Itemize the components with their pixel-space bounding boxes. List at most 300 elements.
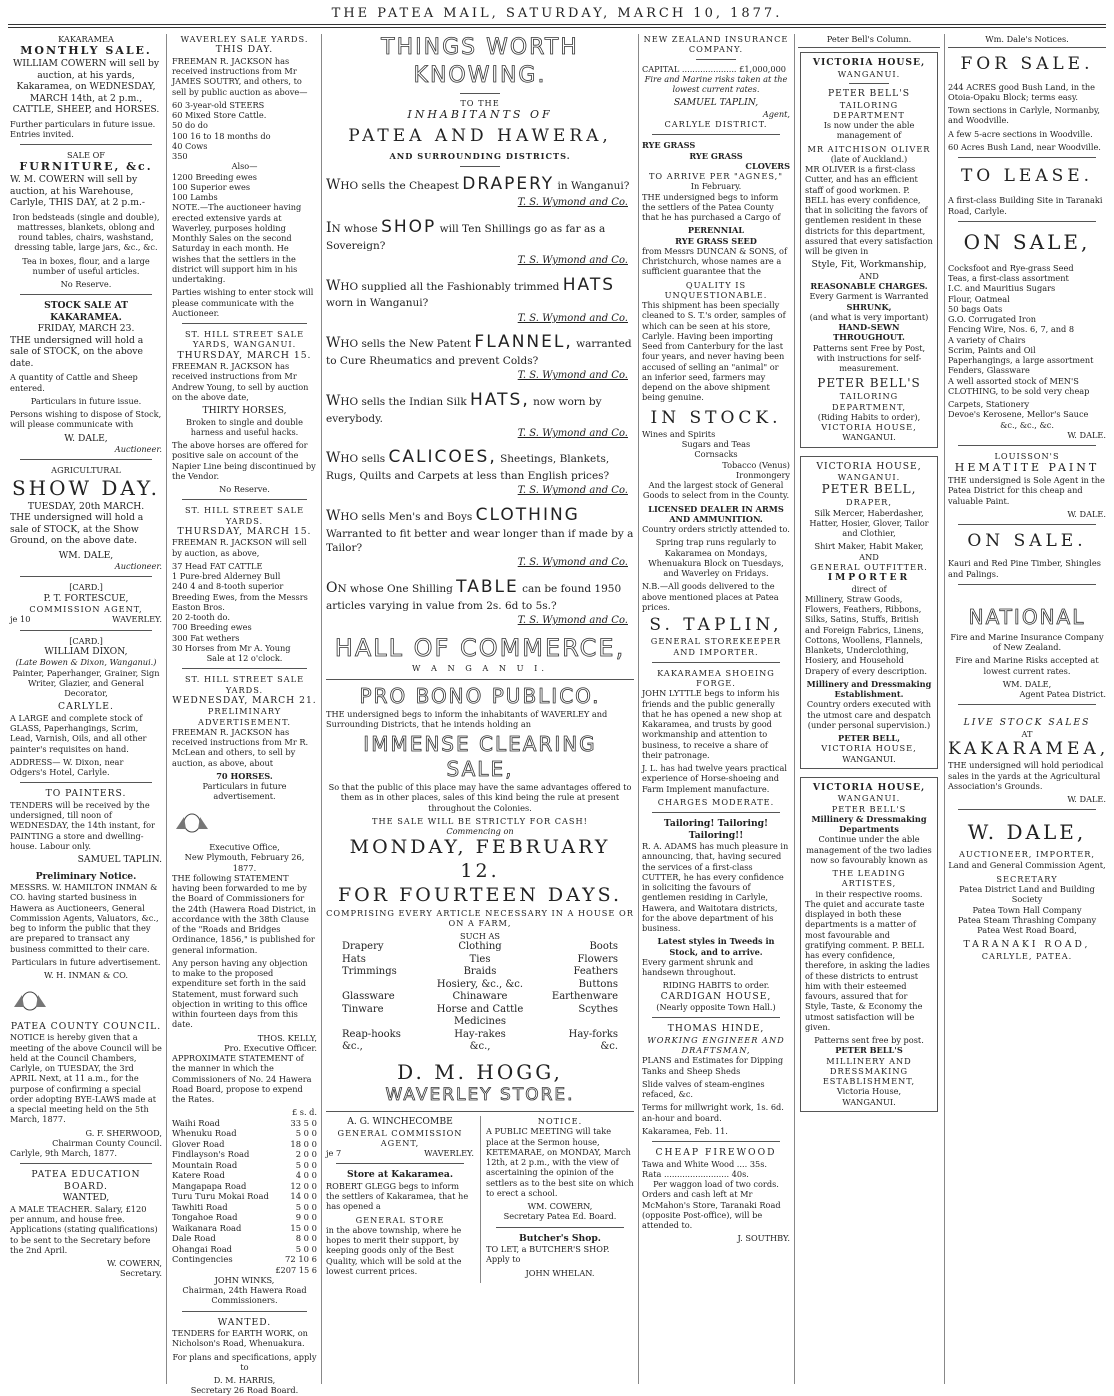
- price-row: Rata ......................... 40s.: [642, 1168, 749, 1179]
- question-product: TABLE: [456, 576, 519, 597]
- ad-body: TENDERS for EARTH WORK, on Nicholson's Road, Whenuakura.: [172, 1328, 308, 1349]
- ad-address: TARANAKI ROAD,: [963, 939, 1091, 951]
- divider: [460, 93, 500, 94]
- ad-title: VICTORIA HOUSE,: [812, 57, 926, 69]
- ad-name: PETER BELL'S: [831, 803, 907, 814]
- ad-time: Sale at 12 o'clock.: [206, 653, 283, 663]
- coat-of-arms-icon: [172, 811, 212, 835]
- ad-name: PETER BELL'S: [817, 376, 921, 391]
- list-item: Paperhangings, a large assortment: [948, 355, 1094, 365]
- question-item: [326, 331, 634, 368]
- table-cell-amount: 15 0 0: [290, 1222, 317, 1233]
- ad-signature: SAMUEL TAPLIN.: [77, 854, 162, 865]
- table-row: [172, 1191, 317, 1202]
- ad-place: PATEA AND HAWERA,: [348, 126, 612, 146]
- ad-headline: IMMENSE CLEARING SALE,: [363, 732, 597, 782]
- divider: [849, 83, 889, 84]
- ad-commencing: Commencing on: [446, 826, 514, 837]
- ad-body: J. L. has had twelve years practical experience of Horse-shoeing and Farm Implement manufacture.: [642, 763, 787, 794]
- ad-on-sale: [948, 230, 1106, 440]
- ad-body: Country orders executed with the utmost care and despatch (under personal supervision.): [806, 699, 932, 730]
- table-cell-road: Whenuku Road: [172, 1128, 237, 1138]
- ad-title: IN STOCK.: [650, 407, 782, 428]
- ad-list: Tea in boxes, flour, and a large number of useful articles.: [22, 255, 150, 276]
- column-divider: [638, 34, 639, 1384]
- goods-item: Chinaware: [452, 991, 508, 1003]
- list-item: 350: [172, 151, 188, 161]
- question-lead: HO sells the Indian Silk: [340, 395, 467, 408]
- question-rest: Sheetings, Blankets, Rugs, Quilts and Carpets at less than English prices?: [326, 453, 610, 483]
- ad-signature: SAMUEL TAPLIN,: [673, 97, 759, 109]
- divider: [652, 662, 780, 663]
- ad-title: VICTORIA HOUSE,: [816, 460, 922, 472]
- list-item: Scrim, Paints and Oil: [948, 344, 1036, 355]
- table-row: [172, 1212, 317, 1223]
- divider: [798, 47, 940, 48]
- ad-body: A few 5-acre sections in Woodville.: [948, 128, 1093, 139]
- goods-item: Feathers: [573, 966, 618, 978]
- card-name: WILLIAM DIXON,: [44, 645, 128, 657]
- divider: [326, 1111, 634, 1112]
- table-cell-amount: 5 0 0: [295, 1128, 317, 1138]
- card-name: P. T. FORTESCUE,: [43, 592, 129, 604]
- ad-signature-role: Agent,: [762, 108, 790, 119]
- goods-item: Scythes: [578, 1003, 618, 1015]
- ad-victoria-house-draper: [800, 456, 938, 769]
- ad-such-as: SUCH AS: [459, 931, 501, 942]
- ad-address: CARLYLE, PATEA.: [981, 950, 1073, 961]
- goods-item: Drapery: [342, 941, 384, 953]
- question-rest: now worn by everybody.: [326, 395, 602, 425]
- ad-sub: WANTED,: [62, 1192, 110, 1204]
- ad-signature-role: Chairman, 24th Hawera Road Commissioners.: [182, 1285, 307, 1306]
- ad-winchecombe: [326, 1116, 474, 1158]
- ad-body: JOHN LYTTLE begs to inform his friends and the public generally that he has opened a new shop at Kakaramea, and trusts by good workmanship and attention to business, to receive a share of their patronage.: [642, 688, 782, 760]
- ad-signature: S. TAPLIN,: [649, 615, 783, 635]
- ad-secretary: SECRETARY: [996, 873, 1058, 884]
- ad-body: A first-class Building Site in Taranaki Road, Carlyle.: [948, 195, 1103, 216]
- ad-title: Preliminary Notice.: [35, 870, 137, 882]
- goods-item: Horse and Cattle Medicines: [436, 1003, 524, 1028]
- divider: [696, 59, 736, 60]
- ad-body: in the above township, where he hopes to merit their support, by keeping goods only of the Best Quality, which will be sold at the lowest current prices.: [326, 1224, 462, 1276]
- ad-manager: MR AITCHISON OLIVER: [807, 143, 931, 154]
- ad-date: Carlyle, 9th March, 1877.: [10, 1148, 118, 1158]
- question-product: HATS: [562, 274, 616, 295]
- ad-title: KAKARAMEA SHOEING FORGE.: [657, 667, 775, 688]
- ad-body: Terms for millwright work, 1s. 6d. an-hour and board.: [642, 1102, 784, 1123]
- ad-on-sale-timber: [948, 531, 1106, 579]
- list-item: 700 Breeding ewes: [172, 622, 252, 633]
- divider: [652, 1017, 780, 1018]
- ad-signature: W. COWERN,: [107, 1258, 162, 1268]
- ad-show-day: [10, 465, 162, 571]
- ad-body: So that the public of this place may have the same advantages offered to them as in other places, sales of this kind being the rule at present throughout the Colonies.: [328, 782, 632, 813]
- column-heading: Peter Bell's Column.: [826, 34, 912, 44]
- ad-body: Particulars in future issue.: [30, 395, 142, 406]
- question-item: [326, 216, 634, 253]
- divider: [20, 1163, 152, 1164]
- ad-statement: APPROXIMATE STATEMENT of the manner in which the Commissioners of No. 24 Hawera Road Board, propose to expend the Rates.: [172, 1053, 312, 1104]
- goods-list: [326, 941, 634, 1054]
- ad-top: LOUISSON'S: [994, 451, 1060, 461]
- question-rest: in Wanganui?: [557, 179, 630, 192]
- table-cell-road: Ohangai Road: [172, 1243, 233, 1254]
- question-product: SHOP: [381, 216, 437, 237]
- goods-item: Glassware: [342, 991, 395, 1003]
- ad-body: THE undersigned will hold a sale of STOCK, at the Show Ground, on the above date.: [10, 512, 144, 546]
- ad-body: FREEMAN R. JACKSON has received instructions from Mr R. McLean and others, to sell by auction, as above, about: [172, 726, 309, 768]
- ad-body: Silk Mercer, Haberdasher, Hatter, Hosier, Glover, Tailor and Clothier,: [809, 507, 929, 538]
- ad-place: WANGANUI.: [842, 753, 896, 764]
- table-row: [172, 1170, 317, 1181]
- ad-body: THE LEADING ARTISTES,: [832, 868, 906, 889]
- ad-place: WANGANUI.: [842, 432, 896, 443]
- list-item: 100 16 to 18 months do: [172, 130, 271, 141]
- ad-body: THE undersigned will hold a sale of STOCK, on the above date.: [10, 334, 144, 369]
- masthead: [0, 0, 1114, 30]
- ad-feature: Every Garment is Warranted: [809, 291, 929, 302]
- ad-thomas-hinde: [642, 1023, 790, 1136]
- ad-live-stock-sales: [948, 717, 1110, 804]
- ad-body: from Messrs DUNCAN & SONS, of Christchurch, whose names are a sufficient guarantee that the: [642, 245, 788, 277]
- ad-body: Fire and Marine Risks accepted at lowest current rates.: [955, 655, 1099, 676]
- goods-item: Tinware: [342, 1003, 384, 1015]
- list-item: 240 4 and 8-tooth superior Breeding Ewes, from the Messrs Easton Bros.: [172, 581, 308, 612]
- ad-date: THIS DAY.: [215, 44, 274, 56]
- ad-signature-role: Auctioneer.: [114, 561, 162, 571]
- ad-title: THOMAS HINDE,: [667, 1023, 765, 1035]
- ad-monthly-sale: [10, 34, 162, 139]
- ad-ref: je 7: [326, 1148, 342, 1159]
- ad-title: Store at Kakaramea.: [346, 1169, 454, 1181]
- ad-title: NEW ZEALAND INSURANCE COMPANY.: [643, 34, 789, 55]
- ad-signature: W. DALE.: [1067, 794, 1106, 804]
- ad-body: MESSRS. W. HAMILTON INMAN & CO. having started business in Hawera as Auctioneers, General Commission Agents, Valuators, &c., beg to inform the public that they are prepared to transact any business committed to their care.: [10, 882, 159, 954]
- ad-dept: TAILORING DEPARTMENT: [833, 99, 905, 120]
- ad-place: KAKARAMEA,: [948, 739, 1110, 759]
- table-cell-amount: 2 0 0: [295, 1149, 317, 1159]
- ad-title: CHEAP FIREWOOD: [655, 1147, 777, 1158]
- table-row: [172, 1160, 317, 1171]
- table-row: [172, 1118, 317, 1129]
- ad-date: New Plymouth, February 26, 1877.: [184, 852, 305, 873]
- ad-title: TO LEASE.: [960, 166, 1094, 186]
- ad-store: WAVERLEY STORE.: [385, 1084, 575, 1105]
- card-address: ADDRESS— W. Dixon, near Odgers's Hotel, Carlyle.: [10, 756, 124, 777]
- ad-feature: HAND-SEWN THROUGHOUT.: [833, 322, 905, 343]
- ad-executive-office: [172, 842, 317, 1306]
- goods-item: [342, 979, 434, 992]
- ad-title: RYE GRASS: [689, 150, 743, 161]
- ad-place: WANGANUI.: [837, 68, 901, 79]
- table-row: [172, 1139, 317, 1150]
- list-item: Tobacco (Venus): [722, 459, 790, 470]
- goods-item: &c.,: [342, 1041, 363, 1053]
- question-lead: HO sells the Cheapest: [340, 179, 459, 192]
- column-divider: [794, 34, 795, 1384]
- ad-victoria-house-tailoring: [800, 52, 938, 447]
- ad-body: PLANS and Estimates for Dipping Tanks and Sheep Sheds: [642, 1055, 784, 1076]
- question-rest: can be found 1950 articles varying in value from 2s. 6d to 5s.?: [326, 582, 622, 612]
- ad-title: HALL OF COMMERCE,: [334, 634, 626, 663]
- column-6: [948, 34, 1110, 1384]
- ad-body: A quantity of Cattle and Sheep entered.: [10, 372, 138, 393]
- question-signature: T. S. Wymond and Co.: [517, 614, 628, 626]
- list-item: Wines and Spirits: [642, 428, 716, 439]
- ad-waverley-sale-yards: [172, 34, 317, 318]
- question-initial: W: [326, 176, 341, 193]
- table-cell-road: Waikanara Road: [172, 1222, 242, 1233]
- ad-title: VICTORIA HOUSE,: [812, 781, 926, 793]
- list-item: Fenders, Glassware: [948, 365, 1030, 376]
- card-label: [CARD.]: [69, 582, 103, 593]
- divider: [182, 323, 307, 324]
- ad-body: The above horses are offered for positive sale on account of the Napier Line being discontinued by the Vendor.: [172, 440, 316, 481]
- list-item: Flour, Oatmeal: [948, 293, 1010, 304]
- ad-line: Patea West Road Board,: [977, 925, 1077, 935]
- question-list: [326, 173, 634, 628]
- list-item: Teas, a first-class assortment: [948, 273, 1069, 283]
- ad-body: FREEMAN R. JACKSON has received instructions from Mr JAMES SOUTRY, and others, to sell by public auction as above—: [172, 55, 308, 97]
- ad-title: TO PAINTERS.: [45, 788, 127, 800]
- ad-feature: AND: [859, 270, 879, 281]
- question-signature: T. S. Wymond and Co.: [517, 312, 628, 324]
- ad-date: THURSDAY, MARCH 15.: [177, 349, 312, 361]
- ad-card-fortescue: [10, 582, 162, 624]
- ad-body: THE undersigned is Sole Agent in the Patea District for this cheap and valuable Paint.: [948, 475, 1105, 506]
- list-item: 1200 Breeding ewes: [172, 171, 257, 182]
- list-item: 40 Cows: [172, 140, 208, 151]
- ad-body: RIDING HABITS to order.: [662, 980, 770, 991]
- table-row: [172, 1128, 317, 1139]
- ad-item: 70 HORSES.: [216, 770, 273, 781]
- divider: [958, 157, 1096, 158]
- ad-st-hill-sale-2: [172, 505, 317, 663]
- question-product: DRAPERY: [462, 173, 555, 194]
- ad-title: MONTHLY SALE.: [20, 44, 152, 58]
- ad-headline: PERENNIAL: [687, 225, 745, 236]
- table-row: [172, 1223, 317, 1234]
- ad-body: A PUBLIC MEETING will take place at the Sermon house, KETEMARAE, on MONDAY, March 12th, at 2 p.m., with the view of ascertaining the opinion of the settlers as to the best site on which to erect a school.: [486, 1126, 634, 1198]
- ad-quality: QUALITY IS UNQUESTIONABLE.: [664, 279, 768, 300]
- list-item: Fencing Wire, Nos. 6, 7, and 8: [948, 324, 1075, 335]
- ad-body: Spring trap runs regularly to Kakaramea on Mondays, Whenuakura Block on Tuesdays, and Waverley on Fridays.: [648, 537, 784, 578]
- ad-signature: WM. DALE,: [58, 549, 114, 561]
- ad-title: NATIONAL: [968, 604, 1086, 629]
- list-item: G.O. Corrugated Iron: [948, 314, 1037, 324]
- table-cell-road: Findlayson's Road: [172, 1149, 250, 1159]
- ad-body: R. A. ADAMS has much pleasure in announcing, that, having secured the services of a first-class CUTTER, he has every confidence in soliciting the favours of gentlemen residing in Carlyle, Hawera, and Waitotara districts, for the above department of his business.: [642, 841, 789, 933]
- ad-title: FURNITURE, &c.: [19, 160, 153, 174]
- question-rest: warranted to Cure Rheumatics and prevent Colds?: [326, 338, 632, 368]
- table-cell-road: Waihi Road: [172, 1117, 220, 1128]
- table-cell-road: Tongahoe Road: [172, 1212, 238, 1222]
- goods-item: Hay-rakes: [454, 1028, 506, 1040]
- ad-body: W. M. COWERN will sell by auction, at his Warehouse, Carlyle, THIS DAY, at 2 p.m.-: [10, 174, 145, 208]
- goods-item: &c.,: [469, 1041, 491, 1053]
- list-item: 100 Superior ewes: [172, 181, 251, 192]
- ad-body: Town sections in Carlyle, Normanby, and Woodville.: [948, 105, 1100, 126]
- ad-feature: (and what is very important): [809, 311, 929, 322]
- ad-title: THINGS WORTH KNOWING.: [381, 35, 579, 88]
- goods-item: Hosiery, &c., &c.: [436, 978, 524, 990]
- ad-title: PATEA COUNTY COUNCIL.: [10, 1020, 162, 1032]
- ad-body: Fire and Marine risks taken at the lowest current rates.: [644, 73, 788, 94]
- card-ref: je 10: [10, 614, 31, 625]
- divider: [958, 221, 1096, 222]
- list-item: 50 do do: [172, 120, 208, 131]
- ad-title: NOTICE.: [537, 1116, 583, 1127]
- list-item: 30 Horses from Mr A. Young: [172, 642, 291, 653]
- ad-body: 244 ACRES good Bush Land, in the Otoia-Opaku Block; terms easy.: [948, 81, 1096, 102]
- ad-w-dale: [948, 820, 1106, 961]
- ad-rye-grass: [642, 140, 790, 402]
- ad-body: Orders and cash left at Mr McMahon's Store, Taranaki Road (opposite Post-office), will be attended to.: [642, 1189, 781, 1230]
- ad-title: WAVERLEY SALE YARDS.: [180, 34, 309, 44]
- ad-signature: W. H. INMAN & CO.: [44, 970, 128, 980]
- ad-signature-role: Secretary.: [119, 1268, 162, 1279]
- divider: [20, 630, 152, 631]
- ad-feature: (Riding Habits to order),: [817, 411, 921, 422]
- ad-body: NOTICE is hereby given that a meeting of the above Council will be held at the Council Chambers, Carlyle, on TUESDAY, the 3rd APRIL Next, at 11 a.m., for the purpose of confirming a special order adopting BYE-LAWS made at a special meeting held on the 5th March, 1877.: [10, 1032, 162, 1125]
- question-rest: will Ten Shillings go as far as a Sovereign?: [326, 222, 606, 252]
- table-row: [172, 1254, 317, 1265]
- card-sub: (Late Bowen & Dixon, Wanganui.): [15, 657, 157, 668]
- ad-signature-role: GENERAL STOREKEEPER AND IMPORTER.: [650, 636, 782, 657]
- list-item: A variety of Chairs: [948, 334, 1026, 345]
- ad-body: TENDERS will be received by the undersigned, till noon of WEDNESDAY, the 14th instant, for PAINTING a store and dwelling-house. Labour only.: [10, 799, 155, 851]
- column-divider: [321, 34, 322, 1384]
- list-item: Ironmongery: [736, 469, 790, 480]
- goods-item: Buttons: [578, 978, 618, 990]
- item-list: [172, 561, 317, 653]
- ad-importer: IMPORTER: [827, 572, 911, 583]
- divider: [20, 294, 152, 295]
- list-item: 20 2-tooth do.: [172, 612, 230, 622]
- ad-signature: J. SOUTHBY.: [737, 1233, 790, 1244]
- question-signature: T. S. Wymond and Co.: [517, 485, 628, 497]
- price-row: Tawa and White Wood .... 35s.: [642, 1158, 768, 1169]
- ad-body: A MALE TEACHER. Salary, £120 per annum, and house free. Applications (stating qualifications) to be sent to the Secretary before the 2nd April.: [10, 1203, 158, 1255]
- ad-title: ON SALE,: [963, 229, 1091, 254]
- ad-title: ST. HILL STREET SALE YARDS, WANGANUI.: [184, 329, 305, 350]
- rates-table: [172, 1118, 317, 1265]
- goods-item: Ties: [469, 953, 491, 965]
- question-item: [326, 504, 634, 555]
- ad-charges: CHARGES MODERATE.: [657, 796, 775, 807]
- column-divider: [166, 34, 167, 1384]
- column-heading: Wm. Dale's Notices.: [985, 34, 1069, 44]
- ad-signature: G. F. SHERWOOD,: [85, 1127, 162, 1138]
- ad-line: Patea District Land and Building Society: [959, 884, 1095, 905]
- ad-name: PETER BELL,: [838, 733, 900, 743]
- ad-inhabitants: INHABITANTS OF: [407, 108, 553, 122]
- ad-body: THE undersigned will hold periodical sales in the yards at the Agricultural Association's Grounds.: [948, 760, 1104, 791]
- table-row: [172, 1202, 317, 1213]
- ad-hematite-paint: [948, 451, 1106, 519]
- ad-body: THE following STATEMENT having been forwarded to me by the Board of Commissioners for the 24th (Hawera Road District, in accordance with the 38th Clause of the "Roads and Bridges Ordinance, 1856," is published for general information.: [172, 872, 317, 955]
- list-item: Sugars and Teas: [681, 439, 751, 449]
- ad-body: THE undersigned begs to inform the settlers of the Patea County that he has purchased a Cargo of: [642, 191, 781, 222]
- card-body: A LARGE and complete stock of GLASS, Paperhangings, Scrim, Lead, Varnish, Oils, and all other painter's requisites on hand.: [10, 712, 147, 754]
- table-row: [172, 1149, 317, 1160]
- divider: [652, 134, 780, 135]
- ad-shoeing-forge: [642, 668, 790, 807]
- table-cell-amount: 72 10 6: [285, 1254, 317, 1264]
- ad-note: NOTE.—The auctioneer having erected extensive yards at Waverley, purposes holding Monthly Sales on the second Saturday in each month. He wishes that the settlers in the district will support him in his undertaking.: [172, 202, 302, 284]
- ad-body: 60 Acres Bush Land, near Woodville.: [948, 141, 1101, 152]
- list-item: 60 Mixed Store Cattle.: [172, 110, 267, 120]
- ad-title: VICTORIA HOUSE,: [821, 743, 917, 754]
- item-list: [948, 263, 1106, 376]
- ad-top: AGRICULTURAL: [51, 465, 121, 476]
- table-row: [172, 1244, 317, 1255]
- divider: [182, 1311, 307, 1312]
- table-cell-amount: 5 0 0: [295, 1243, 317, 1254]
- question-item: [326, 576, 634, 613]
- column-3: [326, 34, 634, 1384]
- ad-headline: RYE GRASS SEED: [675, 235, 757, 246]
- divider: [652, 812, 780, 813]
- ad-date: MONDAY, FEBRUARY 12.: [349, 836, 611, 883]
- ad-education-board: [10, 1169, 162, 1278]
- question-initial: W: [326, 277, 341, 294]
- goods-item: Hay-forks: [568, 1028, 618, 1040]
- ad-body: Millinery, Straw Goods, Flowers, Feathers, Ribbons, Silks, Satins, Stuffs, British and Foreign Fabrics, Linens, Cottons, Woollens, Flannels, Blankets, Underclothing, Hosiery, and Household Drapery of every description.: [805, 593, 927, 676]
- column-divider: [944, 34, 945, 1384]
- ad-title: LIVE STOCK SALES: [963, 717, 1091, 729]
- ad-body: GENERAL OUTFITTER.: [810, 561, 928, 572]
- ad-licensed: LICENSED DEALER IN ARMS AND AMMUNITION.: [648, 503, 784, 524]
- list-item: 60 3-year-old STEERS: [172, 99, 265, 110]
- card-place: CARLYLE.: [58, 701, 114, 713]
- ad-at: AT: [1021, 728, 1033, 739]
- divider: [20, 782, 152, 783]
- ad-feature: SHRUNK,: [846, 301, 892, 312]
- ad-signature: W. DALE.: [1067, 429, 1106, 440]
- ad-body: Carpets, Stationery: [948, 399, 1030, 409]
- ad-title: HEMATITE PAINT: [954, 461, 1100, 475]
- ad-comprising: COMPRISING EVERY ARTICLE NECESSARY IN A HOUSE OR ON A FARM,: [326, 907, 634, 928]
- table-cell-amount: 5 0 0: [295, 1201, 317, 1212]
- goods-item: &c.: [600, 1041, 618, 1053]
- question-product: CALICOES,: [388, 447, 497, 468]
- ad-place: W A N G A N U I.: [411, 663, 549, 674]
- ad-body: The quiet and accurate taste displayed in both these departments is a matter of most favourable and gratifying comment. P. BELL has every confidence, therefore, in asking the ladies of these districts to entrust him with their esteemed favours, assured that for Style, Taste, & Economy the utmost satisfaction will be given.: [805, 898, 930, 1032]
- goods-item: Boots: [589, 941, 618, 953]
- ad-body: Per waggon load of two cords.: [653, 1179, 779, 1189]
- table-cell-amount: 5 0 0: [295, 1159, 317, 1170]
- ad-title: ST. HILL STREET SALE YARDS.: [184, 674, 305, 695]
- ad-stock-sale: [10, 300, 162, 454]
- ad-notice-meeting: [486, 1116, 634, 1222]
- ad-to-painters: [10, 788, 162, 865]
- table-cell-amount: 33 5 0: [290, 1117, 317, 1128]
- table-cell-road: Tawhiti Road: [172, 1201, 228, 1212]
- ad-body: in their respective rooms.: [815, 888, 923, 899]
- table-cell-road: Turu Turu Mokai Road: [172, 1191, 269, 1201]
- ad-body: MR OLIVER is a first-class Cutter, and has an efficient staff of good workmen. P. BELL has every confidence, that in soliciting the favors of gentlemen resident in these districts for this department, assured that every satisfaction will be given in: [805, 164, 933, 256]
- question-lead: HO sells Men's and Boys: [340, 510, 473, 523]
- goods-item: Reap-hooks: [342, 1028, 401, 1040]
- ad-hall-of-commerce: [326, 633, 634, 673]
- table-cell-amount: 8 0 0: [295, 1233, 317, 1243]
- ad-shop-location: (Nearly opposite Town Hall.): [656, 1002, 776, 1012]
- ad-to-lease: [948, 166, 1106, 216]
- ad-date: Kakaramea, Feb. 11.: [642, 1125, 728, 1136]
- question-item: [326, 389, 634, 426]
